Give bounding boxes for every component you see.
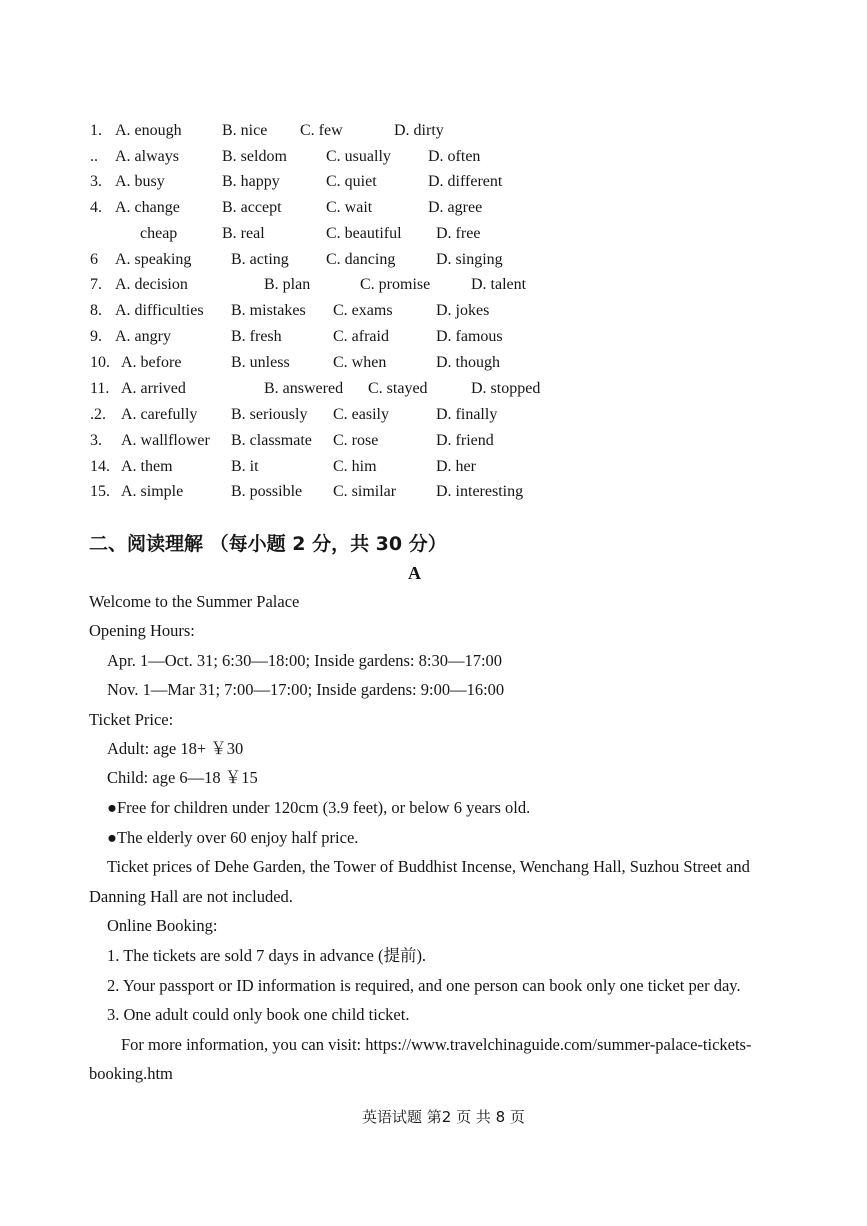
option-c: C. promise	[360, 276, 431, 293]
option-a: A. wallflower	[121, 432, 210, 449]
not-included-line-1: Ticket prices of Dehe Garden, the Tower of Buddhist Incense, Wenchang Hall, Suzhou Street and	[107, 857, 750, 876]
option-b: B. it	[231, 458, 259, 475]
option-b: B. seriously	[231, 406, 308, 423]
question-number: 9.	[90, 328, 102, 345]
option-b: B. classmate	[231, 432, 312, 449]
option-a: A. always	[115, 148, 179, 165]
passage-title: Welcome to the Summer Palace	[89, 592, 300, 611]
option-a: A. before	[121, 354, 182, 371]
question-number: 3.	[90, 173, 102, 190]
option-b: B. mistakes	[231, 302, 306, 319]
adult-price: Adult: age 18+ ￥30	[107, 739, 244, 758]
option-a: A. speaking	[115, 251, 192, 268]
option-a: A. enough	[115, 122, 182, 139]
option-d: D. jokes	[436, 302, 490, 319]
section-title: 二、阅读理解 （每小题 2 分，共 30 分）	[89, 533, 447, 555]
option-c: C. wait	[326, 199, 373, 216]
question-number: 7.	[90, 276, 102, 293]
option-c: C. similar	[333, 483, 397, 500]
child-price: Child: age 6—18 ￥15	[107, 768, 258, 787]
question-number: ..	[90, 148, 98, 165]
free-children-note: ●Free for children under 120cm (3.9 feet), or below 6 years old.	[107, 798, 531, 817]
option-d: D. though	[436, 354, 500, 371]
question-number: 1.	[90, 122, 102, 139]
option-c: C. few	[300, 122, 343, 139]
option-a: A. difficulties	[115, 302, 204, 319]
question-number: .2.	[90, 406, 106, 423]
option-b: B. fresh	[231, 328, 282, 345]
option-d: D. often	[428, 148, 481, 165]
option-a: A. angry	[115, 328, 171, 345]
ticket-price-heading: Ticket Price:	[89, 710, 174, 729]
option-d: D. stopped	[471, 380, 541, 397]
option-c: C. afraid	[333, 328, 389, 345]
option-d: D. agree	[428, 199, 483, 216]
option-a: A. decision	[115, 276, 188, 293]
booking-rule-2: 2. Your passport or ID information is required, and one person can book only one ticket per day.	[107, 976, 741, 995]
option-b: B. possible	[231, 483, 303, 500]
booking-rule-1: 1. The tickets are sold 7 days in advance (提前).	[107, 946, 427, 965]
more-info-line-1: For more information, you can visit: https://www.travelchinaguide.com/summer-palace-tickets-	[121, 1035, 752, 1054]
option-b: B. acting	[231, 251, 289, 268]
option-c: C. stayed	[368, 380, 428, 397]
question-number: 6	[90, 251, 98, 268]
option-b: B. nice	[222, 122, 268, 139]
option-c: C. quiet	[326, 173, 377, 190]
option-d: D. friend	[436, 432, 494, 449]
option-b: B. seldom	[222, 148, 287, 165]
option-d: D. dirty	[394, 122, 444, 139]
option-d: D. finally	[436, 406, 498, 423]
option-b: B. unless	[231, 354, 290, 371]
option-b: B. accept	[222, 199, 282, 216]
booking-rule-3: 3. One adult could only book one child ticket.	[107, 1005, 410, 1024]
question-number: 10.	[90, 354, 110, 371]
question-number: 11.	[90, 380, 110, 397]
option-c: C. easily	[333, 406, 389, 423]
option-d: D. free	[436, 225, 481, 242]
question-number: 15.	[90, 483, 110, 500]
option-a: A. arrived	[121, 380, 186, 397]
hours-winter: Nov. 1—Mar 31; 7:00—17:00; Inside gardens: 9:00—16:00	[107, 680, 505, 699]
opening-hours-heading: Opening Hours:	[89, 621, 195, 640]
option-c: C. beautiful	[326, 225, 402, 242]
option-a: cheap	[140, 225, 178, 242]
option-d: D. different	[428, 173, 503, 190]
option-a: A. change	[115, 199, 180, 216]
question-number: 4.	[90, 199, 102, 216]
question-number: 3.	[90, 432, 102, 449]
option-d: D. talent	[471, 276, 527, 293]
elderly-note: ●The elderly over 60 enjoy half price.	[107, 828, 359, 847]
question-number: 14.	[90, 458, 110, 475]
option-c: C. him	[333, 458, 377, 475]
option-b: B. happy	[222, 173, 280, 190]
option-d: D. interesting	[436, 483, 524, 500]
more-info-line-2: booking.htm	[89, 1064, 173, 1083]
option-c: C. when	[333, 354, 387, 371]
option-c: C. rose	[333, 432, 379, 449]
page-footer: 英语试题 第2 页 共 8 页	[362, 1108, 525, 1126]
hours-summer: Apr. 1—Oct. 31; 6:30—18:00; Inside gardens: 8:30—17:00	[107, 651, 503, 670]
not-included-line-2: Danning Hall are not included.	[89, 887, 293, 906]
online-booking-heading: Online Booking:	[107, 916, 218, 935]
question-number: 8.	[90, 302, 102, 319]
option-a: A. busy	[115, 173, 165, 190]
option-a: A. simple	[121, 483, 184, 500]
option-b: B. real	[222, 225, 265, 242]
option-a: A. them	[121, 458, 173, 475]
option-c: C. dancing	[326, 251, 396, 268]
option-a: A. carefully	[121, 406, 198, 423]
option-b: B. plan	[264, 276, 311, 293]
option-c: C. exams	[333, 302, 393, 319]
option-d: D. singing	[436, 251, 503, 268]
option-b: B. answered	[264, 380, 344, 397]
passage-label: A	[408, 563, 421, 583]
option-d: D. her	[436, 458, 476, 475]
option-c: C. usually	[326, 148, 391, 165]
option-d: D. famous	[436, 328, 503, 345]
